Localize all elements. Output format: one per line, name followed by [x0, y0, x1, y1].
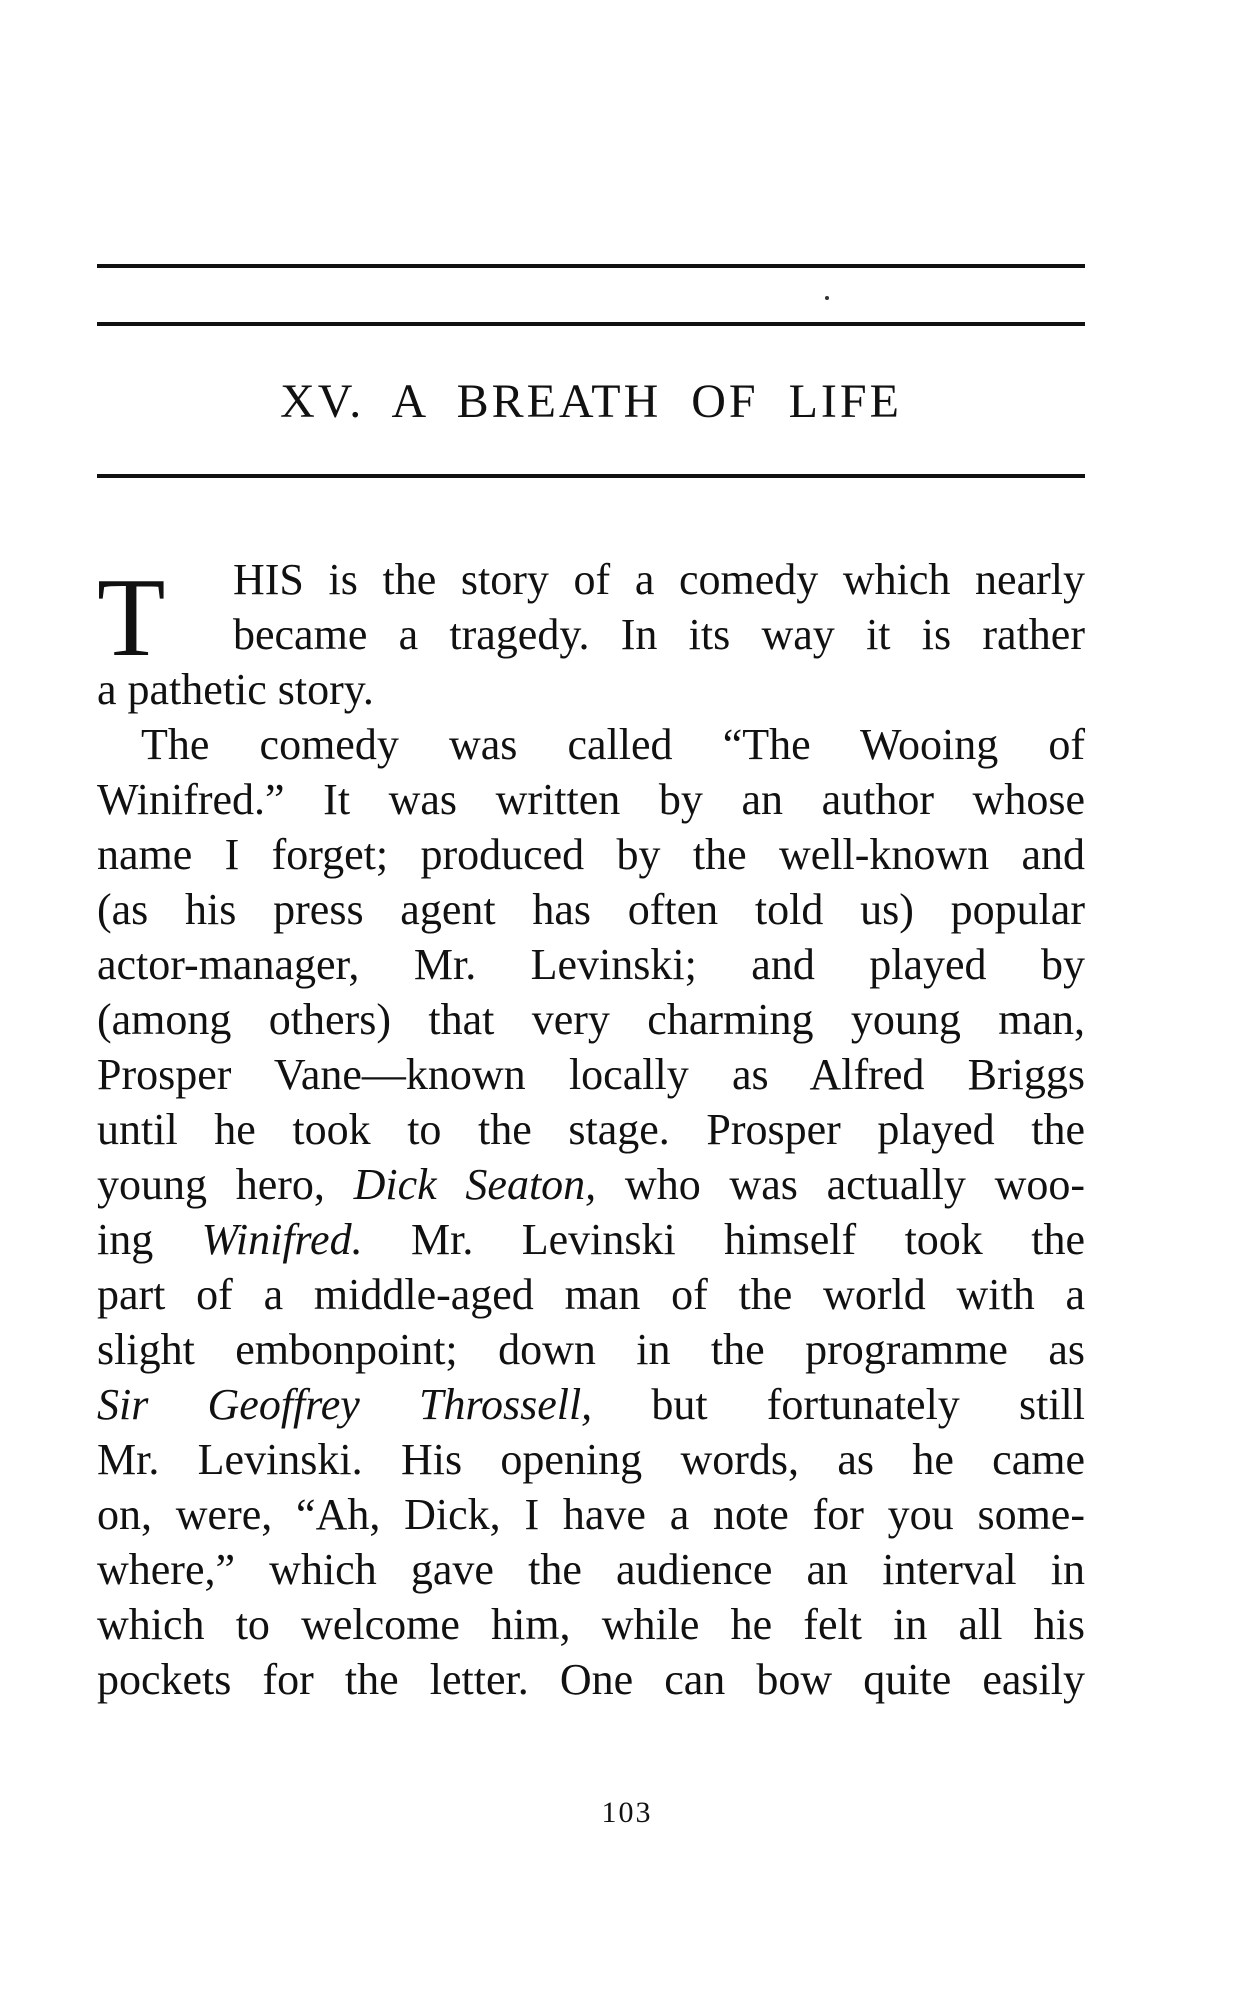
- text-line: where,” which gave the audience an interval in: [97, 1545, 1085, 1594]
- print-speck: [825, 296, 829, 300]
- heading-underline-rule: [97, 474, 1085, 478]
- drop-cap: T: [97, 556, 166, 680]
- text-line: (as his press agent has often told us) popular: [97, 885, 1085, 934]
- text-line: [97, 1157, 1085, 1212]
- text-line: until he took to the stage. Prosper played the: [97, 1105, 1085, 1154]
- text-line: [97, 1377, 1085, 1432]
- page-number: 103: [601, 1796, 653, 1829]
- text-line: Winifred.” It was written by an author whose: [97, 775, 1085, 824]
- text-line: on, were, “Ah, Dick, I have a note for you some-: [97, 1490, 1085, 1539]
- body-text: [97, 552, 1085, 1707]
- text-run: Mr. Levinski himself took the: [362, 1215, 1085, 1264]
- italic-name: Sir Geoffrey Throssell,: [97, 1380, 593, 1429]
- text-line: a pathetic story.: [97, 665, 374, 714]
- italic-name: Winifred.: [201, 1215, 363, 1264]
- text-line: Prosper Vane—known locally as Alfred Briggs: [97, 1050, 1085, 1099]
- text-line: actor-manager, Mr. Levinski; and played by: [97, 940, 1085, 989]
- text-line: name I forget; produced by the well-known and: [97, 830, 1085, 879]
- top-rule: [97, 264, 1085, 268]
- text-line: which to welcome him, while he felt in all his: [97, 1600, 1085, 1649]
- text-run: but fortunately still: [592, 1380, 1085, 1429]
- chapter-heading: XV. A BREATH OF LIFE: [280, 375, 902, 428]
- text-run: young hero,: [97, 1160, 354, 1209]
- text-line: part of a middle-aged man of the world with a: [97, 1270, 1085, 1319]
- text-run: ing: [97, 1215, 202, 1264]
- text-line: slight embonpoint; down in the programme as: [97, 1325, 1085, 1374]
- text-line: (among others) that very charming young man,: [97, 995, 1085, 1044]
- text-line: pockets for the letter. One can bow quite easily: [97, 1655, 1085, 1704]
- text-run: who was actually woo-: [596, 1160, 1085, 1209]
- second-rule: [97, 322, 1085, 326]
- text-line: became a tragedy. In its way it is rather: [233, 610, 1085, 659]
- italic-name: Dick Seaton,: [353, 1160, 597, 1209]
- text-line: The comedy was called “The Wooing of: [141, 720, 1085, 769]
- text-line: Mr. Levinski. His opening words, as he came: [97, 1435, 1085, 1484]
- text-line: [97, 1212, 1085, 1267]
- text-line: HIS is the story of a comedy which nearly: [233, 555, 1085, 604]
